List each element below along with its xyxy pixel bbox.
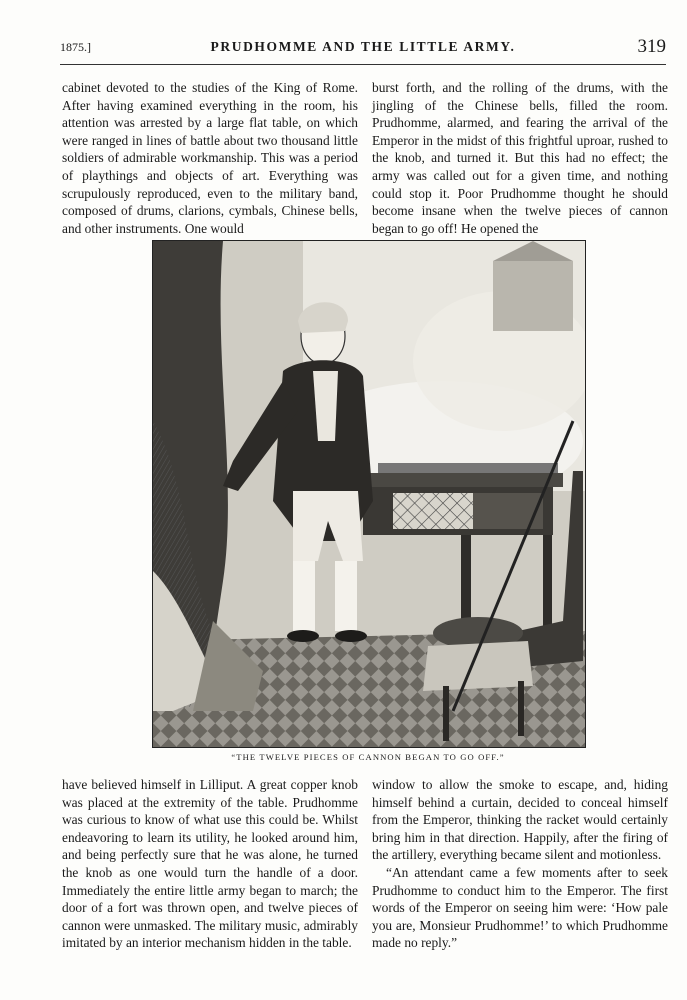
column-bottom-left bbox=[62, 776, 358, 952]
running-header bbox=[60, 36, 666, 56]
engraving-svg bbox=[153, 241, 585, 747]
header-rule bbox=[60, 64, 666, 65]
paragraph: burst forth, and the rolling of the drums, with the jingling of the Chinese bells, filled the room. Prudhomme, alarmed, and fearing the arrival of the Emperor in the midst of this frightful uproar, rushed to the knob, and turned it. But this had no effect; the army was called out for a given time, and nothing could stop it. Poor Prudhomme thought he should become insane when the twelve pieces of cannon began to go off! He opened the bbox=[372, 80, 668, 236]
header-title: PRUDHOMME AND THE LITTLE ARMY. bbox=[210, 39, 516, 54]
header-year: 1875.] bbox=[60, 40, 91, 54]
page-number: 319 bbox=[637, 36, 666, 57]
paragraph: “An attendant came a few moments after to seek Prudhomme to conduct him to the Emperor. The first words of the Emperor on seeing him were: ‘How pale you are, Monsieur Prudhomme!’ to which Prudhomme made no reply.” bbox=[372, 864, 668, 951]
engraving-illustration bbox=[152, 240, 586, 748]
paragraph: have believed himself in Lilliput. A great copper knob was placed at the extremity of the table. Prudhomme was curious to know of what use this could be. Whilst endeavoring to learn its utility, he looked around him, and being perfectly sure that he was alone, he turned the knob as one would turn the handle of a door. Immediately the entire little army began to march; the door of a fort was thrown open, and twelve pieces of cannon were unmasked. The military music, admirably imitated by an interior mechanism hidden in the table. bbox=[62, 777, 358, 951]
figure-caption: “THE TWELVE PIECES OF CANNON BEGAN TO GO OFF.” bbox=[231, 752, 505, 762]
paragraph: window to allow the smoke to escape, and, hiding himself behind a curtain, decided to conceal himself from the Emperor, thinking the racket would certainly bring him in that direction. Happily, after the firing of the artillery, everything became silent and motionless. bbox=[372, 777, 668, 863]
column-top-right bbox=[372, 79, 668, 236]
column-bottom-right bbox=[372, 776, 668, 952]
column-top-left bbox=[62, 79, 358, 236]
paragraph: cabinet devoted to the studies of the King of Rome. After having examined everything in the room, his attention was arrested by a large flat table, on which were ranged in lines of battle about two thousand little soldiers of admirable workmanship. This was a period of playthings and objects of art. Everything was scrupulously reproduced, even to the military band, composed of drums, clarions, cymbals, Chinese bells, and other instruments. One would bbox=[62, 80, 358, 236]
